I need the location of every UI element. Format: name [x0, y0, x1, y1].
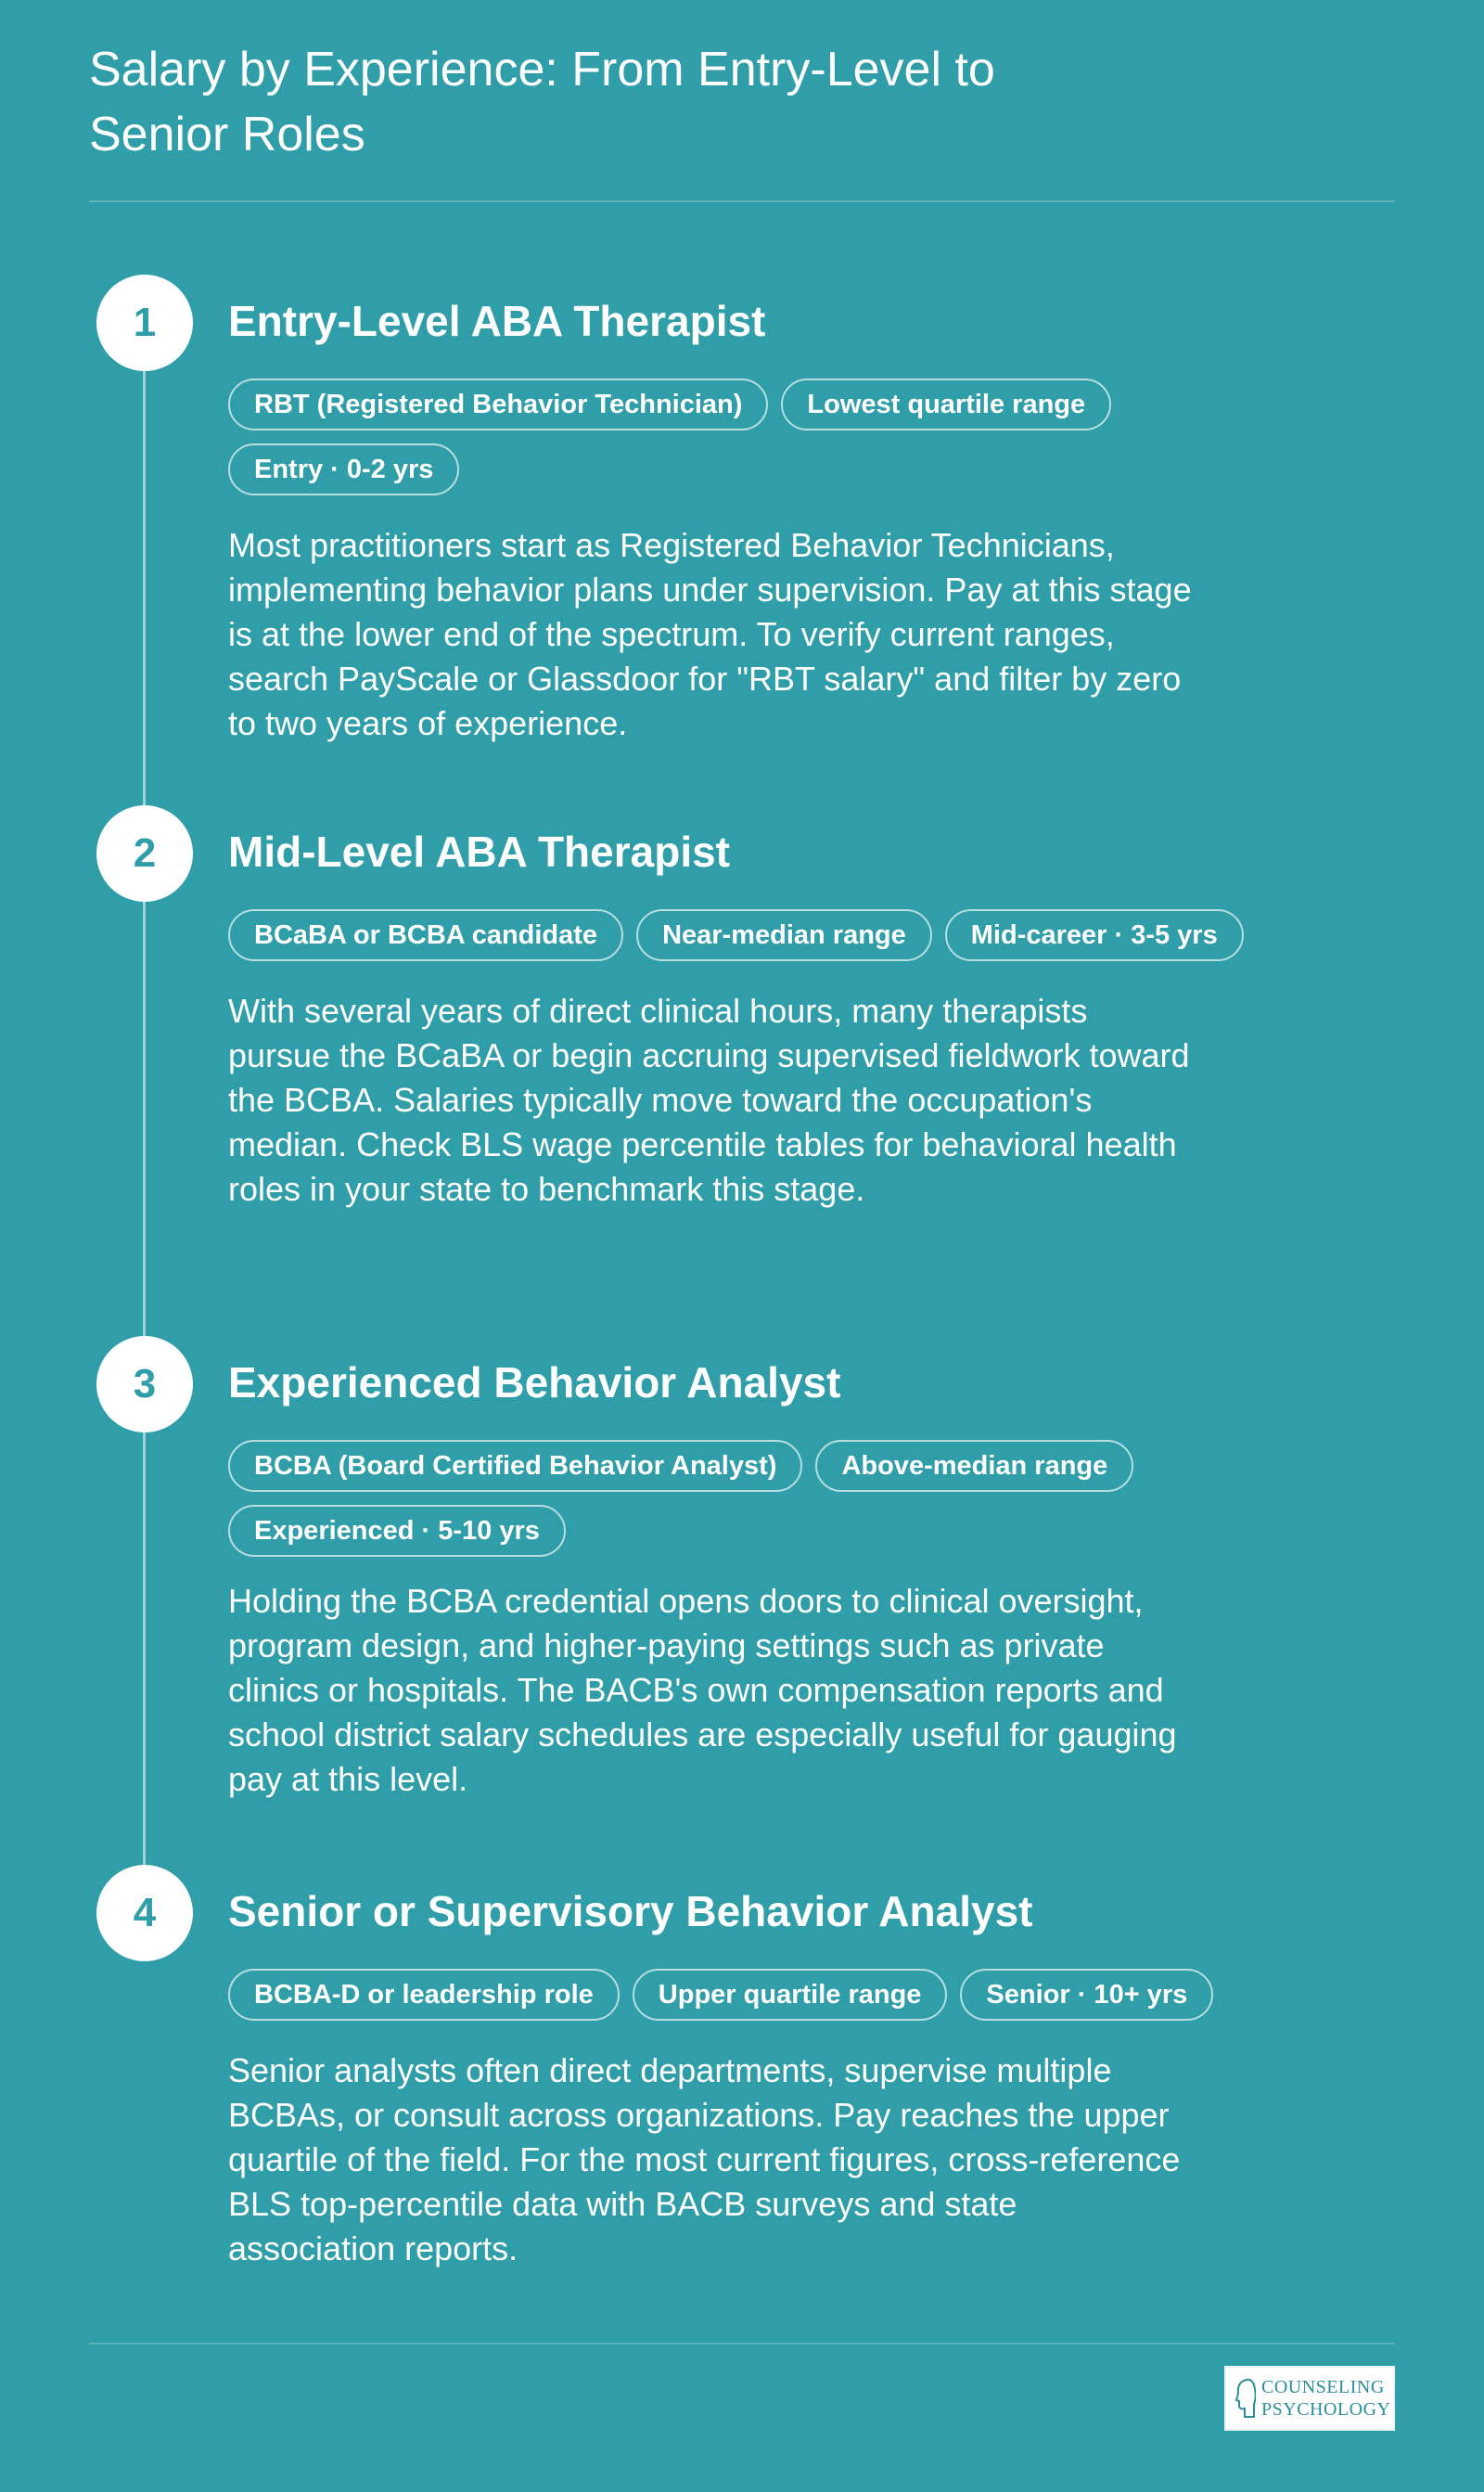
- step-number-circle: 4: [96, 1865, 193, 1961]
- step-title: Experienced Behavior Analyst: [228, 1358, 841, 1407]
- logo-line-1: COUNSELING: [1261, 2377, 1385, 2397]
- credential-tag: RBT (Registered Behavior Technician): [228, 379, 768, 430]
- header-divider: [89, 200, 1395, 202]
- tag-list: [228, 1440, 1230, 1557]
- page-title: Salary by Experience: From Entry-Level to Senior Roles: [89, 43, 995, 161]
- step-description: With several years of direct clinical hours, many therapists pursue the BCaBA or begin accruing supervised fieldwork toward the BCBA. Salaries typically move toward the occupation's median. Check BLS wage percentile tables for behavioral health roles in your state to benchmark this stage.: [228, 992, 1190, 1208]
- step-description: Holding the BCBA credential opens doors to clinical oversight, program design, and higher-paying settings such as private clinics or hospitals. The BACB's own compensation reports and school district salary schedules are especially useful for gauging pay at this level.: [228, 1582, 1177, 1798]
- step-description: Senior analysts often direct departments, supervise multiple BCBAs, or consult across organizations. Pay reaches the upper quartile of the field. For the most current figures, cross-reference BLS top-percentile data with BACB surveys and state association reports.: [228, 2051, 1181, 2267]
- salary-range-tag: Lowest quartile range: [781, 379, 1111, 430]
- head-profile-icon: [1235, 2376, 1256, 2421]
- counseling-psychology-logo: [1224, 2366, 1395, 2431]
- tag-list: [228, 379, 1230, 495]
- experience-tag: Senior · 10+ yrs: [960, 1969, 1213, 2021]
- step-title: Entry-Level ABA Therapist: [228, 297, 766, 345]
- credential-tag: BCBA (Board Certified Behavior Analyst): [228, 1440, 802, 1492]
- tag-list: [228, 1969, 1304, 2021]
- credential-tag: BCaBA or BCBA candidate: [228, 909, 623, 961]
- tag-list: [228, 909, 1304, 961]
- experience-tag: Entry · 0-2 yrs: [228, 443, 459, 495]
- step-description: Most practitioners start as Registered Behavior Technicians, implementing behavior plans under supervision. Pay at this stage is at the lower end of the spectrum. To verify current ranges, search PayScale or Glassdoor for "RBT salary" and filter by zero to two years of experience.: [228, 526, 1192, 742]
- footer-divider: [89, 2343, 1395, 2344]
- logo-line-2: PSYCHOLOGY: [1261, 2399, 1391, 2420]
- salary-range-tag: Above-median range: [815, 1440, 1133, 1492]
- step-title: Senior or Supervisory Behavior Analyst: [228, 1887, 1033, 1935]
- step-number-circle: 1: [96, 275, 193, 371]
- experience-tag: Mid-career · 3-5 yrs: [945, 909, 1244, 961]
- salary-range-tag: Near-median range: [636, 909, 932, 961]
- credential-tag: BCBA-D or leadership role: [228, 1969, 620, 2021]
- step-number-circle: 2: [96, 805, 193, 902]
- step-title: Mid-Level ABA Therapist: [228, 828, 730, 876]
- experience-tag: Experienced · 5-10 yrs: [228, 1505, 566, 1557]
- timeline-line: [143, 323, 146, 1909]
- salary-range-tag: Upper quartile range: [633, 1969, 948, 2021]
- step-number-circle: 3: [96, 1336, 193, 1432]
